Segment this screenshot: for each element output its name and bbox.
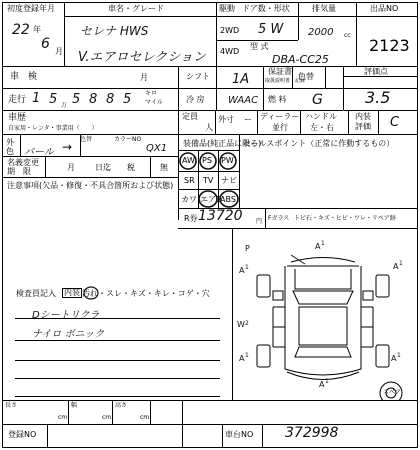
equip-kawa: カワ xyxy=(181,195,197,204)
equip-pw: PW xyxy=(221,156,234,165)
color-no-value: QX1 xyxy=(146,143,168,154)
mark-front-n: 1 xyxy=(321,240,325,247)
displacement-label: 排気量 xyxy=(312,4,336,13)
chassis-no-label: 車台NO xyxy=(225,430,254,439)
recycle-unit: 円 xyxy=(256,218,263,225)
displacement-unit: cc xyxy=(344,32,351,39)
length-unit: cm xyxy=(58,414,68,421)
capacity-unit: 人 xyxy=(205,123,213,132)
spare-label: スペア xyxy=(383,389,402,396)
ac-value: WAAC xyxy=(228,95,259,106)
displacement-value: 2000 xyxy=(308,27,334,38)
lot-label: 出品NO xyxy=(370,4,399,13)
car-diagram xyxy=(233,229,417,400)
mark-front: A xyxy=(315,242,321,251)
defect-circle-mark xyxy=(83,286,99,300)
fuel-label: 燃 料 xyxy=(268,95,287,104)
first-reg-month: 6 xyxy=(41,36,50,52)
color-change-label: 色替 xyxy=(298,72,314,81)
outer-color-value: パール xyxy=(24,147,54,158)
mark-front-right: A xyxy=(393,262,399,271)
drive-4wd: 4WD xyxy=(220,47,240,56)
mark-front-right-n: 1 xyxy=(399,260,403,267)
mark-front-left-n: 1 xyxy=(245,264,249,271)
equip-abs: ABS xyxy=(220,195,236,204)
type-label: 型 式 xyxy=(250,42,269,51)
drive-label: 駆動 xyxy=(219,4,235,13)
notes-label: 注意事項(欠品・修復・不具合箇所および状態) xyxy=(7,181,174,190)
equip-sr: SR xyxy=(184,176,195,185)
dims-value: ー xyxy=(244,115,252,124)
dealer-value: 並行 xyxy=(272,123,288,132)
lot-value: 2123 xyxy=(369,36,410,55)
length-label: 長さ xyxy=(5,402,18,409)
month-suffix: 月 xyxy=(55,47,63,56)
mark-rear: A xyxy=(319,380,325,389)
equip-tv: TV xyxy=(203,176,214,185)
shift-label: シフト xyxy=(186,72,210,81)
tax-label: 税 xyxy=(127,163,135,172)
handle-value: 左・右 xyxy=(310,123,334,132)
glass-label: Fガラス xyxy=(268,215,290,222)
equip-aw: AW xyxy=(182,156,195,165)
inspector-note-1: Dシートリクラ xyxy=(32,310,100,321)
mark-rear-left: A xyxy=(239,354,245,363)
equip-ps: PS xyxy=(202,156,212,165)
width-unit: cm xyxy=(102,414,112,421)
mileage-digit-6: 5 xyxy=(123,92,132,107)
recycle-label: R券 xyxy=(184,214,198,223)
arrow-icon: → xyxy=(62,140,73,154)
grade-value: V.エアロセレクション xyxy=(78,50,207,65)
interior-label2: 評価 xyxy=(355,122,371,131)
new-color-label: 色替 xyxy=(80,136,93,143)
inspection-label: 車 検 xyxy=(10,72,38,82)
equipment-label: 装備品(純正品に限る) xyxy=(183,139,262,148)
mileage-digit-3: 5 xyxy=(72,92,81,107)
mileage-digit-1: 1 xyxy=(32,91,41,106)
mileage-label: 走行 xyxy=(8,95,27,105)
inspector-note-2: ナイロ ボニック xyxy=(32,329,105,340)
inspection-month: 月 xyxy=(140,73,148,82)
mark-side-w: W xyxy=(237,320,245,329)
history-label: 車歴 xyxy=(8,113,27,123)
mileage-mile: マイル xyxy=(145,99,163,106)
mark-side-w-n: 2 xyxy=(245,320,249,327)
name-change-label: 名義変更 xyxy=(7,158,39,167)
color-no-label: カラーNO xyxy=(114,136,142,143)
name-change-label2: 期 限 xyxy=(7,167,31,176)
mileage-digit-4: 8 xyxy=(89,92,98,107)
mark-front-left: A xyxy=(239,266,245,275)
outer-color-label: 外色 xyxy=(6,138,14,156)
model-name: セレナ HWS xyxy=(80,24,149,38)
mark-p: P xyxy=(245,244,250,253)
year-suffix: 年 xyxy=(33,25,41,34)
history-sub: 自家用・レンタ・事業用（ ） xyxy=(8,125,98,132)
drive-2wd: 2WD xyxy=(220,26,240,35)
model-grade-label: 車名・グレード xyxy=(108,4,164,13)
mileage-km: キロ xyxy=(145,90,158,97)
shift-value: 1A xyxy=(232,72,250,87)
deadline-month: 月 xyxy=(67,163,75,172)
deadline-day: 日迄 xyxy=(95,163,111,172)
chassis-no-value: 372998 xyxy=(285,425,339,441)
type-value: DBA-CC25 xyxy=(272,53,329,66)
equip-airbag: エアB xyxy=(200,195,222,204)
recycle-value: 13720 xyxy=(198,208,243,224)
score-value: 3.5 xyxy=(365,88,391,107)
width-label: 幅 xyxy=(71,402,78,409)
interior-label: 内装 xyxy=(355,112,371,121)
door-shape-label: ドア数・形状 xyxy=(242,4,290,13)
first-reg-label: 初度登録年月 xyxy=(7,4,55,13)
mark-rear-n: 1 xyxy=(325,378,329,385)
mileage-digit-5: 8 xyxy=(106,92,115,107)
ac-label: 冷 房 xyxy=(186,95,205,104)
dims-label: 外寸 xyxy=(218,115,234,124)
sales-point-label: セールスポイント（正常に作動するもの） xyxy=(243,139,395,148)
handle-label: ハンドル xyxy=(305,112,337,121)
mark-rear-right-n: 1 xyxy=(397,352,401,359)
warranty-sub: 取扱説明書・記録 xyxy=(265,78,306,84)
door-count: 5 W xyxy=(258,22,284,37)
equip-navi: ナビ xyxy=(221,176,237,185)
first-reg-year: 22 xyxy=(12,22,30,38)
interior-tag: 内装 xyxy=(64,288,80,297)
tax-value: 無 xyxy=(160,163,168,172)
equipment-circle-marks xyxy=(178,150,240,208)
score-label: 評価点 xyxy=(364,67,388,76)
inspector-entry-label: 検査員記入 xyxy=(16,289,56,298)
dealer-label: ディーラー xyxy=(260,112,300,121)
capacity-label: 定員 xyxy=(182,112,198,121)
fuel-value: G xyxy=(312,92,323,108)
warranty-label: 保証書 xyxy=(268,67,292,76)
mark-rear-left-n: 1 xyxy=(245,352,249,359)
reg-no-label: 登録NO xyxy=(8,430,37,439)
height-label: 高さ xyxy=(115,402,128,409)
defect-types: 汚れ・スレ・キズ・キレ・コゲ・穴 xyxy=(82,289,210,298)
interior-value: C xyxy=(390,115,400,130)
mileage-man: 万 xyxy=(61,102,68,109)
height-unit: cm xyxy=(140,414,150,421)
glass-items: トビ石・キズ・ヒビ・ワレ・リペア跡 xyxy=(294,215,396,222)
mark-rear-right: A xyxy=(391,354,397,363)
mileage-digit-2: 5 xyxy=(49,92,58,107)
